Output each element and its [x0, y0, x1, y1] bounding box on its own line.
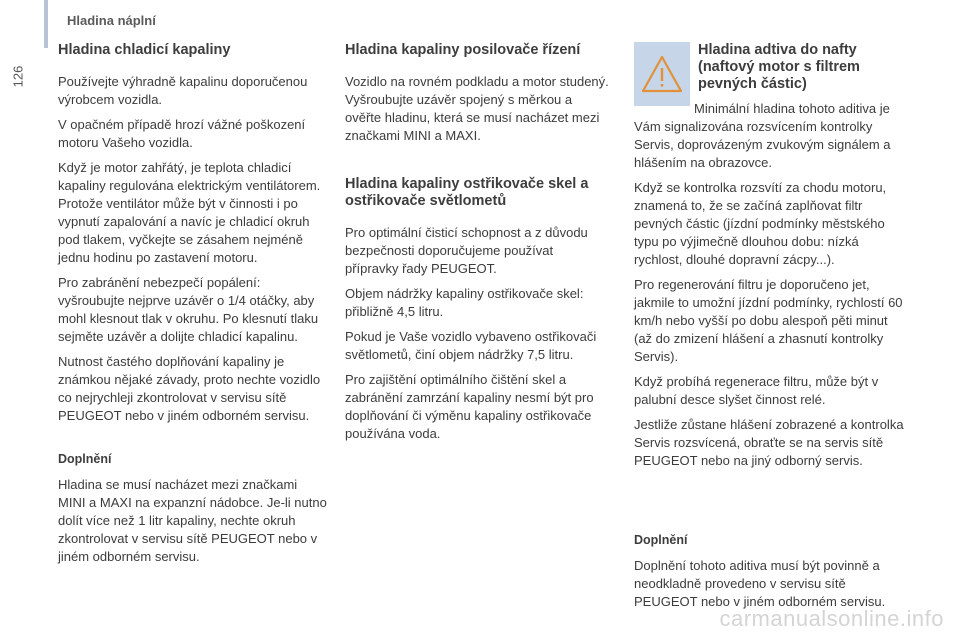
column-coolant [58, 42, 328, 573]
warning-triangle-icon [634, 42, 690, 106]
section-header: Hladina náplní [67, 13, 156, 28]
coolant-paragraph: Nutnost častého doplňování kapaliny je známkou nějaké závady, proto nechte vozidlo co nejrychleji zkontrolovat v servisu sítě PEUGEOT nebo v jiném odborném servisu. [58, 354, 321, 423]
watermark: carmanualsonline.info [719, 606, 944, 631]
coolant-title: Hladina chladicí kapaliny [58, 42, 231, 58]
additive-refill-text: Doplnění tohoto aditiva musí být povinně a neodkladně provedeno v servisu sítě PEUGEOT nebo v jiném odborném servisu. [634, 558, 886, 609]
additive-paragraph: Když probíhá regenerace filtru, může být v palubní desce slyšet činnost relé. [634, 374, 879, 407]
washer-title: Hladina kapaliny ostřikovače skel a ostřikovače světlometů [345, 176, 589, 209]
page-number-text: 126 [10, 65, 26, 87]
header-accent-bar [44, 0, 48, 48]
column-steering-washer [345, 42, 610, 450]
additive-header [634, 42, 904, 106]
washer-paragraph: Pokud je Vaše vozidlo vybaveno ostřikovači světlometů, činí objem nádržky 7,5 litru. [345, 329, 597, 362]
coolant-paragraph: Když je motor zahřátý, je teplota chladicí kapaliny regulována elektrickým ventilátorem. Protože ventilátor může být v činnosti i po vypnutí zapalování a navíc je chladicí okruh pod tlakem, vyčkejte se zásahem nejméně jednu hodinu po zastavení motoru. [58, 160, 321, 265]
washer-paragraph: Objem nádržky kapaliny ostřikovače skel: přibližně 4,5 litru. [345, 286, 584, 319]
coolant-paragraph: V opačném případě hrozí vážné poškození motoru Vašeho vozidla. [58, 117, 306, 150]
coolant-paragraph: Používejte výhradně kapalinu doporučenou výrobcem vozidla. [58, 74, 308, 107]
additive-paragraph: Když se kontrolka rozsvítí za chodu motoru, znamená to, že se začíná zaplňovat filtr pevných částic (jízdní podmínky městského typu po výjimečně dlouhou dobu: nízká rychlost, dlouhé dopravní zácpy...). [634, 180, 887, 267]
power-steering-text: Vozidlo na rovném podkladu a motor studený. Vyšroubujte uzávěr spojený s měrkou a ověřte hladinu, která se musí nacházet mezi značkami MINI a MAXI. [345, 74, 609, 143]
coolant-refill-title: Doplnění [58, 452, 112, 466]
additive-title: Hladina adtiva do nafty (naftový motor s filtrem pevných částic) [698, 42, 860, 92]
washer-paragraph: Pro optimální čisticí schopnost a z důvodu bezpečnosti doporučujeme používat přípravky řady PEUGEOT. [345, 225, 588, 276]
column-diesel-additive [634, 42, 904, 618]
coolant-paragraph: Pro zabránění nebezpečí popálení: vyšroubujte nejprve uzávěr o 1/4 otáčky, aby mohl klesnout tlak v okruhu. Po klesnutí tlaku sejměte uzávěr a dolijte chladicí kapalinu. [58, 275, 319, 344]
power-steering-title: Hladina kapaliny posilovače řízení [345, 42, 581, 58]
additive-paragraph: Jestliže zůstane hlášení zobrazené a kontrolka Servis rozsvícená, obraťte se na servis sítě PEUGEOT nebo na jiný odborný servis. [634, 417, 904, 468]
additive-intro: Minimální hladina tohoto aditiva je Vám signalizována rozsvícením kontrolky Servis, doprovázeným zvukovým signálem a hlášením na obrazovce. [634, 101, 891, 170]
page-number [0, 56, 36, 96]
washer-paragraph: Pro zajištění optimálního čištění skel a zabránění zamrzání kapaliny nesmí být pro doplňování či výměnu kapaliny ostřikovače používána voda. [345, 372, 594, 441]
additive-refill-title: Doplnění [634, 533, 688, 547]
coolant-refill-text: Hladina se musí nacházet mezi značkami MINI a MAXI na expanzní nádobce. Je-li nutno dolít více než 1 litr kapaliny, nechte okruh zkontrolovat v servisu sítě PEUGEOT nebo v jiném odborném servisu. [58, 477, 327, 564]
additive-paragraph: Pro regenerování filtru je doporučeno jet, jakmile to umožní jízdní podmínky, rychlostí 60 km/h nebo vyšší po dobu alespoň pěti minut (až do zmizení hlášení a zhasnutí kontrolky Servis). [634, 277, 903, 364]
